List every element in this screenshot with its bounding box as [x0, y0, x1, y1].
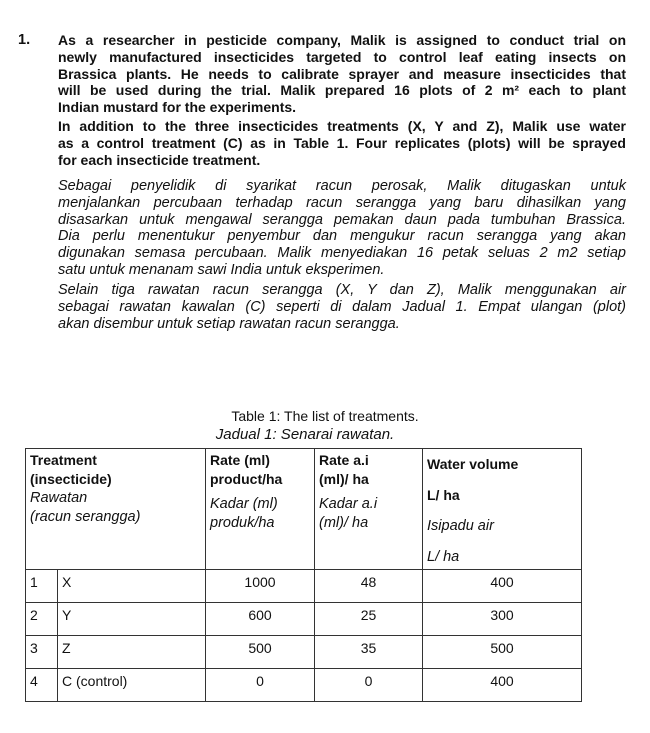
row-number: 2	[26, 603, 58, 636]
table-header-row	[26, 449, 582, 570]
row-water-volume: 400	[423, 669, 582, 702]
row-water-volume: 400	[423, 570, 582, 603]
header-text: (insecticide)	[30, 471, 112, 487]
header-text-malay: Rawatan	[30, 490, 88, 506]
text-line: Sebagai penyelidik di syarikat racun perosak, Malik ditugaskan untuk	[58, 178, 626, 194]
header-text-malay: Isipadu air	[427, 518, 494, 534]
text-line: newly manufactured insecticides targeted to control leaf eating insects on	[58, 48, 626, 65]
row-treatment: Y	[58, 603, 206, 636]
text-line: Selain tiga rawatan racun serangga (X, Y dan Z), Malik menggunakan air	[58, 282, 626, 298]
row-rate-ai: 48	[315, 570, 423, 603]
text-line: In addition to the three insecticides treatments (X, Y and Z), Malik use water	[58, 118, 626, 134]
header-text: Water volume	[427, 456, 519, 472]
header-text: (ml)/ ha	[319, 471, 369, 487]
row-number: 1	[26, 570, 58, 603]
text-line: disasarkan untuk mengawal serangga pemakan daun pada tumbuhan Brassica.	[58, 211, 626, 228]
row-treatment: X	[58, 570, 206, 603]
text-line: As a researcher in pesticide company, Malik is assigned to conduct trial on	[58, 32, 626, 48]
header-water-volume	[423, 449, 582, 570]
text-line: for each insecticide treatment.	[58, 151, 261, 168]
text-line: Brassica plants. He needs to calibrate sprayer and measure insecticides that	[58, 65, 626, 82]
header-text: product/ha	[210, 471, 283, 487]
english-paragraph-1	[58, 32, 626, 116]
header-text-malay: (racun serangga)	[30, 509, 141, 525]
text-line: akan disembur untuk setiap rawatan racun serangga.	[58, 315, 400, 332]
row-water-volume: 500	[423, 636, 582, 669]
header-rate-ai	[315, 449, 423, 570]
text-line: sebagai rawatan kawalan (C) seperti di dalam Jadual 1. Empat ulangan (plot)	[58, 298, 626, 315]
row-number: 3	[26, 636, 58, 669]
table-row	[26, 636, 582, 669]
table-row	[26, 669, 582, 702]
row-rate-ai: 35	[315, 636, 423, 669]
row-rate-product: 1000	[206, 570, 315, 603]
header-text: Treatment	[30, 452, 97, 468]
header-text-malay: (ml)/ ha	[319, 515, 369, 531]
table-row	[26, 570, 582, 603]
header-text-malay: Kadar (ml)	[210, 496, 278, 512]
malay-paragraph-1	[58, 178, 626, 279]
row-treatment: C (control)	[58, 669, 206, 702]
header-treatment	[26, 449, 206, 570]
header-text: L/ ha	[427, 487, 460, 503]
header-text: Rate a.i	[319, 452, 369, 468]
header-rate-product	[206, 449, 315, 570]
text-line: digunakan semasa percubaan. Malik menyediakan 16 petak seluas 2 m2 setiap	[58, 245, 626, 262]
text-line: satu untuk menanam sawi India untuk eksperimen.	[58, 261, 385, 278]
treatments-table	[25, 448, 582, 702]
table-caption-english: Table 1: The list of treatments.	[231, 408, 419, 424]
row-number: 4	[26, 669, 58, 702]
header-text: Rate (ml)	[210, 452, 270, 468]
text-line: menjalankan percubaan terhadap racun serangga yang baru dihasilkan yang	[58, 194, 626, 211]
text-line: will be used during the trial. Malik prepared 16 plots of 2 m² each to plant	[58, 82, 626, 99]
header-text-malay: Kadar a.i	[319, 496, 378, 512]
text-line: Indian mustard for the experiments.	[58, 99, 297, 116]
question-number: 1.	[18, 32, 31, 48]
row-rate-product: 0	[206, 669, 315, 702]
text-line: Dia perlu menentukur penyembur dan mengukur racun serangga yang akan	[58, 228, 626, 245]
header-text-malay: produk/ha	[210, 515, 275, 531]
header-text-malay: L/ ha	[427, 549, 460, 565]
english-paragraph-2	[58, 118, 626, 168]
malay-paragraph-2	[58, 282, 626, 332]
text-line: as a control treatment (C) as in Table 1. Four replicates (plots) will be sprayed	[58, 134, 626, 151]
row-rate-product: 600	[206, 603, 315, 636]
table-row	[26, 603, 582, 636]
row-rate-ai: 25	[315, 603, 423, 636]
row-rate-ai: 0	[315, 669, 423, 702]
table-caption-malay: Jadual 1: Senarai rawatan.	[215, 426, 395, 443]
row-treatment: Z	[58, 636, 206, 669]
row-rate-product: 500	[206, 636, 315, 669]
row-water-volume: 300	[423, 603, 582, 636]
